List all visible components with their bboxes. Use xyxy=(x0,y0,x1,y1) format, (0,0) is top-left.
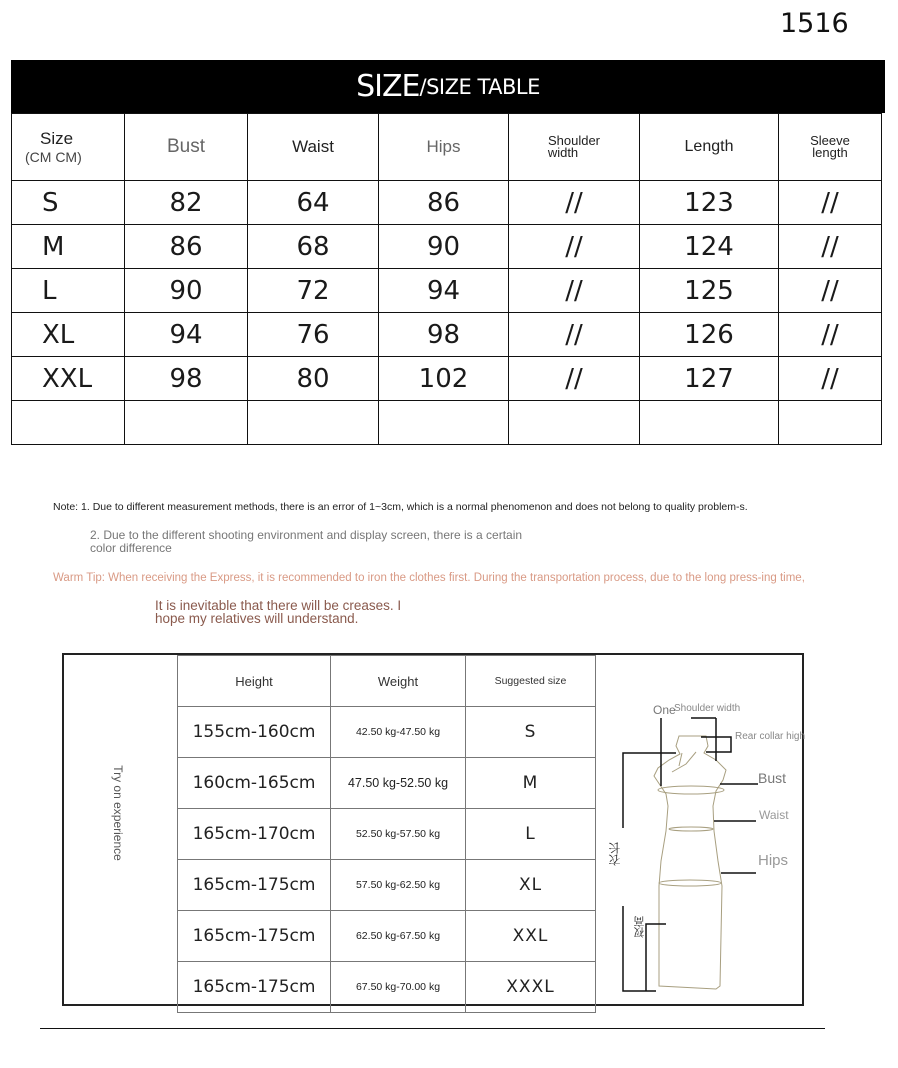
cell-height: 160cm-165cm xyxy=(178,758,331,809)
cell-hips: 94 xyxy=(379,269,509,313)
try-on-label-text: Try on experience xyxy=(111,765,125,861)
cell-waist: 80 xyxy=(248,357,379,401)
cell-size: S xyxy=(12,181,125,225)
size-table xyxy=(11,113,882,445)
header-hips-label: Hips xyxy=(426,137,461,156)
cell-weight: 62.50 kg-67.50 kg xyxy=(331,911,466,962)
cell-weight: 67.50 kg-70.00 kg xyxy=(331,962,466,1013)
label-waist: Waist xyxy=(759,808,789,822)
header-waist-label: Waist xyxy=(292,137,334,156)
note-measurement-error: Note: 1. Due to different measurement methods, there is an error of 1~3cm, which is a normal phenomenon and does not belong to quality problem-s. xyxy=(53,501,748,513)
cell-size: M xyxy=(12,225,125,269)
cell-bust: 82 xyxy=(125,181,248,225)
header-length-label: Length xyxy=(684,138,734,155)
header-sleeve xyxy=(779,114,882,181)
cell-height: 155cm-160cm xyxy=(178,707,331,758)
header-shoulder-line2: width xyxy=(547,145,579,160)
header-sleeve-line1: Sleeve xyxy=(810,133,850,148)
size-table-banner xyxy=(11,60,885,113)
cell-waist: 76 xyxy=(248,313,379,357)
cell-suggested-size: XL xyxy=(466,860,596,911)
cell-hips: 90 xyxy=(379,225,509,269)
cell-hips: 98 xyxy=(379,313,509,357)
try-on-row xyxy=(178,707,596,758)
empty-cell xyxy=(779,401,882,445)
header-suggested-size: Suggested size xyxy=(466,656,596,707)
cell-height: 165cm-170cm xyxy=(178,809,331,860)
cell-waist: 68 xyxy=(248,225,379,269)
empty-cell xyxy=(125,401,248,445)
cell-suggested-size: M xyxy=(466,758,596,809)
cell-hips: 86 xyxy=(379,181,509,225)
banner-title-big: SIZE xyxy=(356,69,420,104)
header-sleeve-line2: length xyxy=(812,145,848,160)
warm-tip: Warm Tip: When receiving the Express, it is recommended to iron the clothes first. During the transportation process, due to the long press-ing time, xyxy=(53,572,805,584)
label-hips: Hips xyxy=(758,852,789,869)
cell-hips: 102 xyxy=(379,357,509,401)
cell-bust: 90 xyxy=(125,269,248,313)
cell-suggested-size: L xyxy=(466,809,596,860)
try-on-row xyxy=(178,758,596,809)
cell-shoulder: // xyxy=(509,357,640,401)
empty-cell xyxy=(509,401,640,445)
empty-cell xyxy=(379,401,509,445)
header-bust-label: Bust xyxy=(166,136,206,157)
size-table-header xyxy=(12,114,882,181)
cell-bust: 86 xyxy=(125,225,248,269)
cell-height: 165cm-175cm xyxy=(178,962,331,1013)
header-length xyxy=(640,114,779,181)
bottom-divider xyxy=(40,1028,825,1029)
cell-shoulder: // xyxy=(509,225,640,269)
try-on-row xyxy=(178,809,596,860)
cell-shoulder: // xyxy=(509,269,640,313)
cell-sleeve: // xyxy=(779,269,882,313)
size-row-l xyxy=(12,269,882,313)
size-row-m xyxy=(12,225,882,269)
cell-sleeve: // xyxy=(779,313,882,357)
cell-size: XL xyxy=(12,313,125,357)
cell-suggested-size: XXL xyxy=(466,911,596,962)
empty-cell xyxy=(12,401,125,445)
creases-note: It is inevitable that there will be creases. I hope my relatives will understand. xyxy=(155,598,402,626)
try-on-row xyxy=(178,860,596,911)
cell-weight: 57.50 kg-62.50 kg xyxy=(331,860,466,911)
header-shoulder-line1: Shoulder xyxy=(547,133,601,148)
cell-sleeve: // xyxy=(779,357,882,401)
cell-length: 126 xyxy=(640,313,779,357)
try-on-row xyxy=(178,962,596,1013)
cell-bust: 94 xyxy=(125,313,248,357)
cell-size: L xyxy=(12,269,125,313)
cell-waist: 72 xyxy=(248,269,379,313)
header-hips xyxy=(379,114,509,181)
label-rear-collar: Rear collar high xyxy=(735,731,806,742)
cell-length: 124 xyxy=(640,225,779,269)
label-garment-length: 衣长 xyxy=(608,842,622,866)
size-row-xl xyxy=(12,313,882,357)
empty-cell xyxy=(640,401,779,445)
cell-shoulder: // xyxy=(509,313,640,357)
cell-length: 127 xyxy=(640,357,779,401)
banner-title-small: /SIZE TABLE xyxy=(419,74,540,99)
size-row-empty xyxy=(12,401,882,445)
label-one: One xyxy=(653,703,676,717)
try-on-row xyxy=(178,911,596,962)
try-on-side-label xyxy=(108,758,128,868)
cell-suggested-size: S xyxy=(466,707,596,758)
cell-weight: 52.50 kg-57.50 kg xyxy=(331,809,466,860)
label-bust: Bust xyxy=(758,770,787,786)
header-weight: Weight xyxy=(331,656,466,707)
cell-length: 125 xyxy=(640,269,779,313)
header-bust xyxy=(125,114,248,181)
size-row-s xyxy=(12,181,882,225)
product-code: 1516 xyxy=(780,8,849,39)
cell-weight: 42.50 kg-47.50 kg xyxy=(331,707,466,758)
header-height: Height xyxy=(178,656,331,707)
cell-sleeve: // xyxy=(779,181,882,225)
cell-sleeve: // xyxy=(779,225,882,269)
cell-height: 165cm-175cm xyxy=(178,911,331,962)
try-on-table xyxy=(177,655,596,1013)
header-unit-label: (CM CM) xyxy=(25,149,82,165)
dress-measurement-diagram xyxy=(596,656,806,1004)
size-row-xxl xyxy=(12,357,882,401)
cell-bust: 98 xyxy=(125,357,248,401)
header-size xyxy=(12,114,125,181)
try-on-header xyxy=(178,656,596,707)
cell-weight: 47.50 kg-52.50 kg xyxy=(331,758,466,809)
cell-shoulder: // xyxy=(509,181,640,225)
note-color-difference: 2. Due to the different shooting environment and display screen, there is a certain color difference xyxy=(90,528,523,555)
header-size-label: Size xyxy=(40,129,74,148)
label-slit-height: 衩高 xyxy=(634,916,646,938)
label-shoulder-width: Shoulder width xyxy=(674,703,741,714)
cell-length: 123 xyxy=(640,181,779,225)
header-shoulder xyxy=(509,114,640,181)
cell-size: XXL xyxy=(12,357,125,401)
cell-suggested-size: XXXL xyxy=(466,962,596,1013)
cell-height: 165cm-175cm xyxy=(178,860,331,911)
empty-cell xyxy=(248,401,379,445)
cell-waist: 64 xyxy=(248,181,379,225)
header-waist xyxy=(248,114,379,181)
